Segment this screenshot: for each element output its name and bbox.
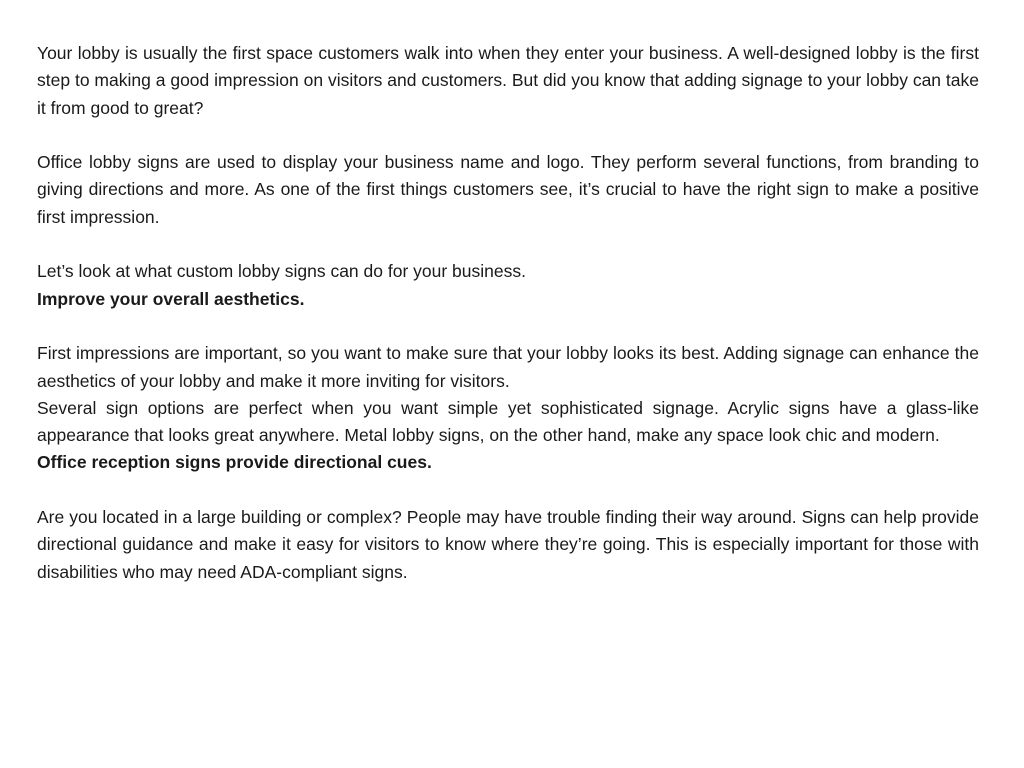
directional-paragraph: Are you located in a large building or complex? People may have trouble finding their way around. Signs can help provide directional guidance and make it easy for visitors to know where they’re going. This is especially important for those with disabilities who may need ADA-compliant signs.: [37, 507, 979, 582]
section-heading-aesthetics: Improve your overall aesthetics.: [37, 288, 305, 309]
lobby-signs-paragraph: Office lobby signs are used to display your business name and logo. They perform several functions, from branding to giving directions and more. As one of the first things customers see, it’s crucial to have the right sign to make a positive first impression.: [37, 152, 979, 227]
intro-paragraph: Your lobby is usually the first space customers walk into when they enter your business. A well-designed lobby is the first step to making a good impression on visitors and customers. But did you know that adding signage to your lobby can take it from good to great?: [37, 43, 979, 118]
section-heading-directional: Office reception signs provide directional cues.: [37, 452, 432, 473]
lead-in-paragraph: Let’s look at what custom lobby signs can do for your business.: [37, 261, 526, 282]
sign-options-paragraph: Several sign options are perfect when you want simple yet sophisticated signage. Acrylic signs have a glass-like appearance that looks great anywhere. Metal lobby signs, on the other hand, make any space look chic and modern.: [37, 397, 979, 446]
aesthetics-paragraph: First impressions are important, so you want to make sure that your lobby looks its best. Adding signage can enhance the aesthetics of your lobby and make it more inviting for visitors.: [37, 343, 979, 391]
